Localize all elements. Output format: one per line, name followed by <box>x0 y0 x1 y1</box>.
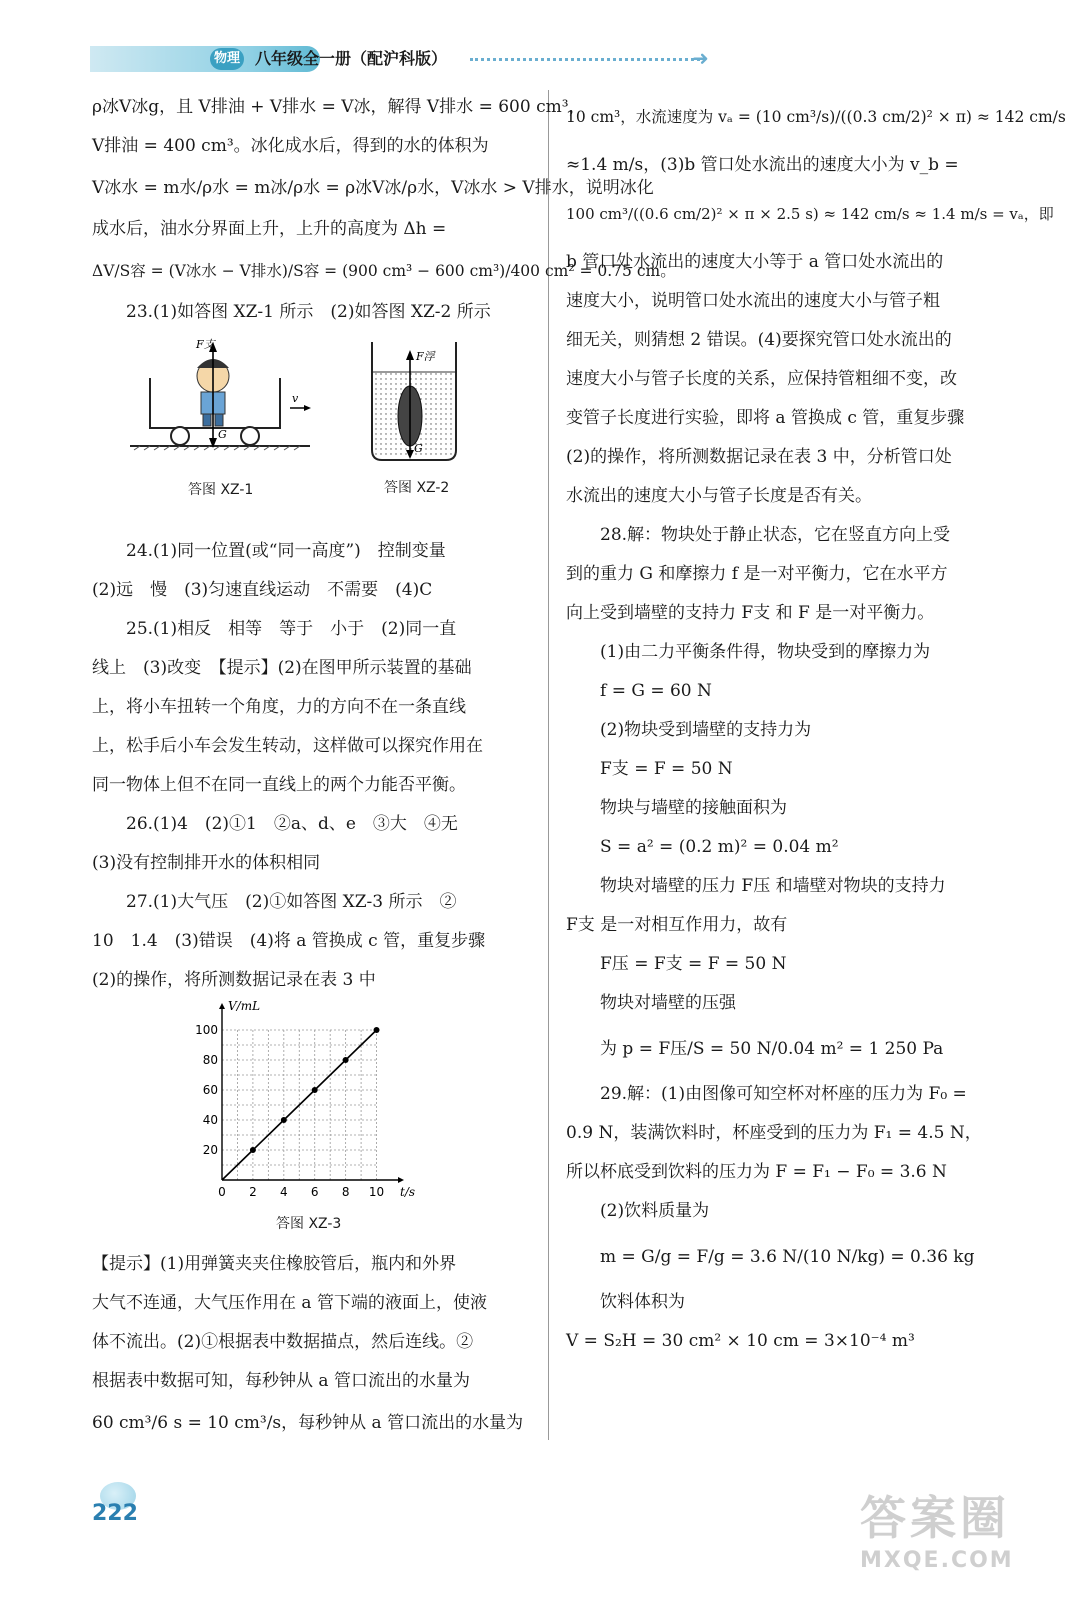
answer-25-cont: 上，将小车扭转一个角度，力的方向不在一条直线 <box>92 697 466 717</box>
header-dotted-line <box>470 58 700 61</box>
column-divider <box>548 90 549 1440</box>
figure-caption: 答图 XZ-3 <box>276 1216 342 1232</box>
text-line: (2)的操作，将所测数据记录在表 3 中，分析管口处 <box>566 447 952 467</box>
text-line: 细无关，则猜想 2 错误。(4)要探究管口处水流出的 <box>566 330 952 350</box>
answer-23: 23.(1)如答图 XZ-1 所示 (2)如答图 XZ-2 所示 <box>126 302 491 322</box>
answer-27-cont: 10 1.4 (3)错误 (4)将 a 管换成 c 管，重复步骤 <box>92 931 486 951</box>
hint-line: 体不流出。(2)①根据表中数据描点，然后连线。② <box>92 1332 474 1352</box>
text-line: (2)饮料质量为 <box>600 1201 710 1221</box>
figure-caption: 答图 XZ-2 <box>384 480 450 496</box>
right-column <box>566 88 1066 1361</box>
formula-line: F压 = F支 = F = 50 N <box>600 954 787 974</box>
x-tick-label: 8 <box>341 1185 350 1199</box>
text-line: ΔV/S容 = (V冰水 − V排水)/S容 = (900 cm³ − 600 cm³)/400 cm² = 0.75 cm。 <box>92 262 676 280</box>
gravity-label: G <box>414 442 423 455</box>
answer-24-cont: (2)远 慢 (3)匀速直线运动 不需要 (4)C <box>92 580 433 600</box>
answer-25: 25.(1)相反 相等 等于 小于 (2)同一直 <box>126 619 457 639</box>
text-line: V排油 = 400 cm³。冰化成水后，得到的水的体积为 <box>92 136 489 156</box>
subject-badge: 物理 <box>210 48 244 70</box>
text-line: 物块对墙壁的压力 F压 和墙壁对物块的支持力 <box>600 876 946 896</box>
data-point <box>374 1027 380 1033</box>
x-tick-label: 2 <box>249 1185 257 1199</box>
answer-28: 28.解：物块处于静止状态，它在竖直方向上受 <box>600 525 951 545</box>
hint-line: 60 cm³/6 s = 10 cm³/s，每秒钟从 a 管口流出的水量为 <box>92 1413 524 1433</box>
page-number <box>92 1494 152 1534</box>
x-tick-label: 6 <box>310 1185 319 1199</box>
text-line: 物块对墙壁的压强 <box>600 993 736 1013</box>
x-tick-label: 10 <box>368 1185 385 1199</box>
text-line: 物块与墙壁的接触面积为 <box>600 798 787 818</box>
text-line: 0.9 N，装满饮料时，杯座受到的压力为 F₁ = 4.5 N， <box>566 1123 982 1143</box>
text-line: V冰水 = m水/ρ水 = m冰/ρ水 = ρ冰V冰/ρ水，V冰水 > V排水，说明冰化 <box>92 178 654 198</box>
text-line: 变管子长度进行实验，即将 a 管换成 c 管，重复步骤 <box>566 408 965 428</box>
answer-26: 26.(1)4 (2)①1 ②a、d、e ③大 ④无 <box>126 814 458 834</box>
text-line: 100 cm³/((0.6 cm/2)² × π × 2.5 s) ≈ 142 cm/s ≈ 1.4 m/s = vₐ，即 <box>566 205 1054 223</box>
velocity-label: v <box>292 392 299 405</box>
gravity-label: G <box>218 428 227 441</box>
text-line: 速度大小，说明管口处水流出的速度大小与管子粗 <box>566 291 940 311</box>
hint-line: 根据表中数据可知，每秒钟从 a 管口流出的水量为 <box>92 1371 470 1391</box>
formula-line: m = G/g = F/g = 3.6 N/(10 N/kg) = 0.36 kg <box>600 1247 975 1267</box>
answer-figures-23 <box>92 332 532 532</box>
volume-time-chart <box>195 999 422 1210</box>
text-line: 饮料体积为 <box>600 1292 685 1312</box>
answer-25-cont: 同一物体上但不在同一直线上的两个力能否平衡。 <box>92 775 466 795</box>
series-line <box>222 1030 377 1180</box>
answer-25-cont: 上，松手后小车会发生转动，这样做可以探究作用在 <box>92 736 483 756</box>
y-tick-label: 60 <box>202 1083 218 1097</box>
x-axis-arrow <box>398 1177 404 1183</box>
figure-xz-1 <box>130 338 330 468</box>
text-line: 速度大小与管子长度的关系，应保持管粗细不变，改 <box>566 369 957 389</box>
y-tick-label: 80 <box>202 1053 218 1067</box>
text-line: 到的重力 G 和摩擦力 f 是一对平衡力，它在水平方 <box>566 564 948 584</box>
text-line: 成水后，油水分界面上升，上升的高度为 Δh = <box>92 219 447 239</box>
force-support-label: F支 <box>196 338 215 351</box>
formula-line: 为 p = F压/S = 50 N/0.04 m² = 1 250 Pa <box>600 1039 944 1059</box>
text-line: ≈1.4 m/s，(3)b 管口处水流出的速度大小为 v_b = <box>566 155 959 175</box>
answer-27-cont: (2)的操作，将所测数据记录在表 3 中 <box>92 970 376 990</box>
formula-line: V = S₂H = 30 cm² × 10 cm = 3×10⁻⁴ m³ <box>566 1331 915 1351</box>
x-tick-label: 4 <box>279 1185 288 1199</box>
answer-26-cont: (3)没有控制排开水的体积相同 <box>92 853 321 873</box>
hint-line: 【提示】(1)用弹簧夹夹住橡胶管后，瓶内和外界 <box>92 1254 457 1274</box>
data-point <box>312 1087 318 1093</box>
force-buoyancy-label: F浮 <box>416 350 435 363</box>
formula-line: F支 = F = 50 N <box>600 759 733 779</box>
figure-caption: 答图 XZ-1 <box>188 482 254 498</box>
formula-line: f = G = 60 N <box>600 681 712 701</box>
text-line: 所以杯底受到饮料的压力为 F = F₁ − F₀ = 3.6 N <box>566 1162 947 1182</box>
data-point <box>281 1117 287 1123</box>
answer-25-cont: 线上 (3)改变 【提示】(2)在图甲所示装置的基础 <box>92 658 472 678</box>
y-tick-label: 20 <box>202 1143 218 1157</box>
text-line: 10 cm³，水流速度为 vₐ = (10 cm³/s)/((0.3 cm/2)² × π) ≈ 142 cm/s <box>566 108 1066 126</box>
y-axis-label: V/mL <box>228 999 261 1013</box>
watermark <box>860 1490 1050 1590</box>
figure-xz-2 <box>364 332 464 472</box>
text-line: 水流出的速度大小与管子长度是否有关。 <box>566 486 872 506</box>
text-line: (1)由二力平衡条件得，物块受到的摩擦力为 <box>600 642 931 662</box>
text-line: 向上受到墙壁的支持力 F支 和 F 是一对平衡力。 <box>566 603 935 623</box>
y-tick-label: 100 <box>195 1023 218 1037</box>
formula-line: S = a² = (0.2 m)² = 0.04 m² <box>600 837 839 857</box>
answer-29: 29.解：(1)由图像可知空杯对杯座的压力为 F₀ = <box>600 1084 967 1104</box>
answer-27: 27.(1)大气压 (2)①如答图 XZ-3 所示 ② <box>126 892 457 912</box>
y-axis-arrow <box>219 1003 225 1009</box>
page-header <box>90 40 710 80</box>
text-line: b 管口处水流出的速度大小等于 a 管口处水流出的 <box>566 252 944 272</box>
y-tick-label: 40 <box>202 1113 218 1127</box>
page-number-text: 222 <box>92 1501 138 1526</box>
text-line: ρ冰V冰g，且 V排油 + V排水 = V冰，解得 V排水 = 600 cm³， <box>92 97 586 117</box>
text-line: (2)物块受到墙壁的支持力为 <box>600 720 812 740</box>
hint-line: 大气不连通，大气压作用在 a 管下端的液面上，使液 <box>92 1293 487 1313</box>
book-title: 八年级全一册（配沪科版） <box>255 49 448 68</box>
x-axis-label: t/s <box>400 1185 416 1199</box>
data-point <box>250 1147 256 1153</box>
text-line: F支 是一对相互作用力，故有 <box>566 915 788 935</box>
watermark-main: 答案圈 <box>860 1491 1010 1545</box>
figure-xz-3 <box>92 1000 532 1245</box>
data-point <box>343 1057 349 1063</box>
x-tick-label: 0 <box>218 1185 226 1199</box>
watermark-url: MXQE.COM <box>860 1548 1014 1573</box>
answer-24: 24.(1)同一位置(或“同一高度”) 控制变量 <box>126 541 446 561</box>
arrow-right-icon: ➜ <box>692 46 709 70</box>
